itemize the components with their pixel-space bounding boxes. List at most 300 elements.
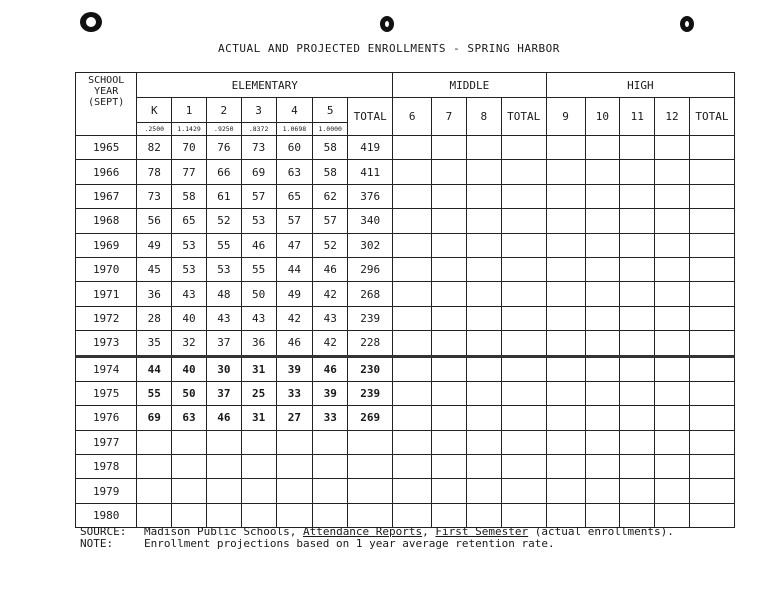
enrollment-cell: 50 (172, 381, 207, 405)
empty-cell (501, 356, 546, 381)
grade-header: 5 (313, 98, 348, 123)
empty-cell (585, 160, 620, 184)
enrollment-cell: 33 (276, 381, 313, 405)
empty-cell (689, 479, 734, 503)
source-first-semester: First Semester (435, 525, 529, 538)
empty-cell (432, 257, 467, 281)
source-mid: , (422, 525, 436, 538)
empty-cell (546, 430, 585, 454)
table-row (76, 331, 735, 356)
elementary-total-cell: 296 (348, 257, 393, 281)
enrollment-cell (206, 455, 241, 479)
empty-cell (689, 381, 734, 405)
retention-rate: .8372 (241, 123, 276, 136)
binder-hole-middle (380, 16, 394, 32)
empty-cell (585, 479, 620, 503)
enrollment-cell: 47 (276, 233, 313, 257)
grade-header: 7 (432, 98, 467, 136)
elementary-total-cell (348, 430, 393, 454)
enrollment-cell (206, 479, 241, 503)
empty-cell (546, 160, 585, 184)
empty-cell (466, 381, 501, 405)
empty-cell (620, 209, 655, 233)
empty-cell (393, 356, 432, 381)
empty-cell (620, 136, 655, 160)
enrollment-cell: 53 (172, 257, 207, 281)
enrollment-cell: 82 (137, 136, 172, 160)
elementary-total-cell: 230 (348, 356, 393, 381)
empty-cell (620, 406, 655, 430)
empty-cell (689, 430, 734, 454)
year-cell: 1972 (76, 306, 137, 330)
high-header: HIGH (546, 73, 734, 98)
empty-cell (393, 184, 432, 208)
table-row (76, 184, 735, 208)
elementary-total-cell: 376 (348, 184, 393, 208)
empty-cell (655, 479, 690, 503)
empty-cell (501, 233, 546, 257)
enrollment-cell: 58 (313, 160, 348, 184)
table-row (76, 282, 735, 306)
empty-cell (620, 184, 655, 208)
enrollment-cell: 45 (137, 257, 172, 281)
enrollment-cell: 36 (241, 331, 276, 356)
source-pre: Madison Public Schools, (144, 525, 303, 538)
enrollment-cell: 35 (137, 331, 172, 356)
empty-cell (546, 282, 585, 306)
elementary-total-header: TOTAL (348, 98, 393, 136)
table-row (76, 160, 735, 184)
empty-cell (501, 282, 546, 306)
enrollment-cell: 57 (313, 209, 348, 233)
enrollment-cell: 48 (206, 282, 241, 306)
empty-cell (620, 282, 655, 306)
empty-cell (620, 356, 655, 381)
empty-cell (501, 331, 546, 356)
empty-cell (393, 479, 432, 503)
empty-cell (655, 282, 690, 306)
empty-cell (432, 455, 467, 479)
enrollment-cell: 53 (241, 209, 276, 233)
empty-cell (393, 406, 432, 430)
empty-cell (585, 455, 620, 479)
enrollment-cell: 66 (206, 160, 241, 184)
empty-cell (655, 233, 690, 257)
enrollment-cell: 62 (313, 184, 348, 208)
enrollment-cell: 55 (206, 233, 241, 257)
empty-cell (620, 306, 655, 330)
empty-cell (393, 209, 432, 233)
empty-cell (432, 160, 467, 184)
enrollment-cell: 46 (313, 356, 348, 381)
enrollment-cell (172, 455, 207, 479)
enrollment-cell (276, 430, 313, 454)
empty-cell (501, 479, 546, 503)
empty-cell (393, 160, 432, 184)
enrollment-cell: 63 (276, 160, 313, 184)
empty-cell (689, 503, 734, 527)
enrollment-cell: 42 (276, 306, 313, 330)
high-total-header: TOTAL (689, 98, 734, 136)
source-label: SOURCE: (80, 525, 127, 538)
year-cell: 1966 (76, 160, 137, 184)
enrollment-cell: 43 (313, 306, 348, 330)
enrollment-cell: 25 (241, 381, 276, 405)
empty-cell (689, 282, 734, 306)
empty-cell (393, 136, 432, 160)
enrollment-body (76, 136, 735, 528)
empty-cell (585, 136, 620, 160)
table-row (76, 356, 735, 381)
empty-cell (466, 455, 501, 479)
empty-cell (620, 331, 655, 356)
empty-cell (466, 160, 501, 184)
empty-cell (546, 479, 585, 503)
empty-cell (585, 430, 620, 454)
school-year-line3: (SEPT) (88, 97, 125, 108)
enrollment-cell: 28 (137, 306, 172, 330)
empty-cell (393, 233, 432, 257)
empty-cell (466, 430, 501, 454)
school-year-line2: YEAR (94, 86, 119, 97)
empty-cell (585, 356, 620, 381)
enrollment-cell: 43 (241, 306, 276, 330)
empty-cell (432, 209, 467, 233)
enrollment-cell: 57 (241, 184, 276, 208)
enrollment-cell: 46 (206, 406, 241, 430)
empty-cell (432, 282, 467, 306)
elementary-total-cell: 340 (348, 209, 393, 233)
enrollment-cell: 73 (241, 136, 276, 160)
footer-notes (80, 526, 674, 550)
grade-header: 9 (546, 98, 585, 136)
empty-cell (546, 136, 585, 160)
enrollment-cell (313, 455, 348, 479)
empty-cell (393, 331, 432, 356)
grade-header: 8 (466, 98, 501, 136)
empty-cell (501, 406, 546, 430)
enrollment-cell: 69 (241, 160, 276, 184)
empty-cell (466, 331, 501, 356)
enrollment-cell: 43 (172, 282, 207, 306)
empty-cell (466, 406, 501, 430)
enrollment-cell: 46 (313, 257, 348, 281)
enrollment-cell: 30 (206, 356, 241, 381)
elementary-total-cell (348, 455, 393, 479)
grade-header: 2 (206, 98, 241, 123)
empty-cell (689, 209, 734, 233)
enrollment-cell: 56 (137, 209, 172, 233)
empty-cell (655, 406, 690, 430)
empty-cell (546, 455, 585, 479)
year-cell: 1976 (76, 406, 137, 430)
enrollment-cell (137, 430, 172, 454)
year-cell: 1975 (76, 381, 137, 405)
enrollment-cell (241, 479, 276, 503)
retention-rate: .2500 (137, 123, 172, 136)
enrollment-cell: 39 (276, 356, 313, 381)
empty-cell (466, 136, 501, 160)
empty-cell (393, 430, 432, 454)
elementary-header: ELEMENTARY (137, 73, 393, 98)
enrollment-cell (137, 455, 172, 479)
empty-cell (501, 209, 546, 233)
empty-cell (689, 160, 734, 184)
empty-cell (585, 381, 620, 405)
retention-rate: 1.0698 (276, 123, 313, 136)
enrollment-cell: 55 (137, 381, 172, 405)
year-cell: 1970 (76, 257, 137, 281)
enrollment-cell: 60 (276, 136, 313, 160)
empty-cell (501, 381, 546, 405)
empty-cell (432, 406, 467, 430)
retention-rate: .9250 (206, 123, 241, 136)
empty-cell (501, 306, 546, 330)
empty-cell (689, 356, 734, 381)
enrollment-cell: 27 (276, 406, 313, 430)
enrollment-cell: 76 (206, 136, 241, 160)
elementary-total-cell: 239 (348, 381, 393, 405)
grade-header: 11 (620, 98, 655, 136)
empty-cell (655, 306, 690, 330)
grade-header: 1 (172, 98, 207, 123)
empty-cell (546, 257, 585, 281)
empty-cell (466, 479, 501, 503)
table-row (76, 479, 735, 503)
grade-header: K (137, 98, 172, 123)
empty-cell (655, 331, 690, 356)
enrollment-table (75, 72, 735, 528)
year-cell: 1967 (76, 184, 137, 208)
empty-cell (432, 430, 467, 454)
year-cell: 1965 (76, 136, 137, 160)
empty-cell (501, 430, 546, 454)
empty-cell (620, 257, 655, 281)
empty-cell (393, 381, 432, 405)
empty-cell (655, 455, 690, 479)
empty-cell (466, 282, 501, 306)
enrollment-cell: 31 (241, 406, 276, 430)
table-row (76, 306, 735, 330)
source-attendance-reports: Attendance Reports (302, 525, 423, 538)
empty-cell (689, 331, 734, 356)
note-label: NOTE: (80, 537, 114, 550)
empty-cell (432, 381, 467, 405)
empty-cell (689, 136, 734, 160)
empty-cell (432, 479, 467, 503)
year-cell: 1977 (76, 430, 137, 454)
year-cell: 1969 (76, 233, 137, 257)
empty-cell (393, 455, 432, 479)
enrollment-cell: 33 (313, 406, 348, 430)
enrollment-cell: 69 (137, 406, 172, 430)
elementary-total-cell (348, 479, 393, 503)
elementary-total-cell: 419 (348, 136, 393, 160)
grade-header: 10 (585, 98, 620, 136)
empty-cell (620, 233, 655, 257)
enrollment-cell (313, 430, 348, 454)
empty-cell (432, 184, 467, 208)
empty-cell (393, 306, 432, 330)
empty-cell (501, 160, 546, 184)
table-row (76, 233, 735, 257)
enrollment-cell: 61 (206, 184, 241, 208)
empty-cell (620, 430, 655, 454)
empty-cell (585, 184, 620, 208)
enrollment-cell (313, 479, 348, 503)
empty-cell (546, 356, 585, 381)
note-line (80, 538, 674, 550)
grade-header: 3 (241, 98, 276, 123)
enrollment-cell: 43 (206, 306, 241, 330)
enrollment-cell: 53 (172, 233, 207, 257)
enrollment-cell: 31 (241, 356, 276, 381)
enrollment-cell: 52 (313, 233, 348, 257)
enrollment-cell: 44 (276, 257, 313, 281)
binder-hole-left (80, 12, 102, 32)
enrollment-cell: 49 (137, 233, 172, 257)
grade-header-row (76, 98, 735, 123)
empty-cell (585, 257, 620, 281)
middle-total-header: TOTAL (501, 98, 546, 136)
empty-cell (466, 257, 501, 281)
binder-hole-right (680, 16, 694, 32)
enrollment-cell: 50 (241, 282, 276, 306)
empty-cell (466, 209, 501, 233)
empty-cell (620, 455, 655, 479)
enrollment-cell: 78 (137, 160, 172, 184)
enrollment-cell: 40 (172, 306, 207, 330)
school-year-header (76, 73, 137, 136)
enrollment-cell: 58 (313, 136, 348, 160)
empty-cell (655, 184, 690, 208)
empty-cell (546, 184, 585, 208)
empty-cell (466, 184, 501, 208)
enrollment-cell: 39 (313, 381, 348, 405)
enrollment-cell: 58 (172, 184, 207, 208)
empty-cell (546, 331, 585, 356)
empty-cell (689, 455, 734, 479)
empty-cell (655, 381, 690, 405)
table-row (76, 381, 735, 405)
empty-cell (501, 257, 546, 281)
enrollment-cell (241, 455, 276, 479)
empty-cell (393, 257, 432, 281)
empty-cell (432, 356, 467, 381)
enrollment-cell (241, 430, 276, 454)
enrollment-cell: 42 (313, 282, 348, 306)
enrollment-cell (172, 479, 207, 503)
empty-cell (655, 356, 690, 381)
empty-cell (432, 233, 467, 257)
empty-cell (655, 160, 690, 184)
enrollment-cell: 46 (276, 331, 313, 356)
empty-cell (585, 331, 620, 356)
enrollment-cell: 37 (206, 381, 241, 405)
empty-cell (585, 306, 620, 330)
enrollment-cell: 36 (137, 282, 172, 306)
empty-cell (585, 233, 620, 257)
empty-cell (546, 233, 585, 257)
empty-cell (585, 209, 620, 233)
enrollment-cell (137, 479, 172, 503)
enrollment-cell: 53 (206, 257, 241, 281)
grade-header: 6 (393, 98, 432, 136)
year-cell: 1973 (76, 331, 137, 356)
enrollment-cell (206, 430, 241, 454)
elementary-total-cell: 228 (348, 331, 393, 356)
empty-cell (466, 356, 501, 381)
empty-cell (620, 479, 655, 503)
empty-cell (466, 233, 501, 257)
enrollment-cell: 40 (172, 356, 207, 381)
enrollment-cell: 63 (172, 406, 207, 430)
enrollment-cell: 49 (276, 282, 313, 306)
empty-cell (432, 306, 467, 330)
elementary-total-cell: 411 (348, 160, 393, 184)
empty-cell (546, 306, 585, 330)
empty-cell (689, 306, 734, 330)
empty-cell (689, 406, 734, 430)
year-cell: 1979 (76, 479, 137, 503)
enrollment-cell: 55 (241, 257, 276, 281)
enrollment-cell: 57 (276, 209, 313, 233)
enrollment-cell (276, 455, 313, 479)
empty-cell (466, 306, 501, 330)
enrollment-cell: 77 (172, 160, 207, 184)
enrollment-cell: 70 (172, 136, 207, 160)
middle-header: MIDDLE (393, 73, 546, 98)
enrollment-cell: 42 (313, 331, 348, 356)
empty-cell (689, 184, 734, 208)
empty-cell (655, 209, 690, 233)
enrollment-cell: 65 (172, 209, 207, 233)
elementary-total-cell: 268 (348, 282, 393, 306)
table-row (76, 430, 735, 454)
enrollment-table-wrap (75, 72, 735, 528)
empty-cell (393, 282, 432, 306)
empty-cell (655, 257, 690, 281)
year-cell: 1968 (76, 209, 137, 233)
enrollment-cell: 52 (206, 209, 241, 233)
enrollment-cell: 32 (172, 331, 207, 356)
enrollment-cell: 46 (241, 233, 276, 257)
year-cell: 1974 (76, 356, 137, 381)
enrollment-cell: 73 (137, 184, 172, 208)
enrollment-cell: 44 (137, 356, 172, 381)
year-cell: 1980 (76, 503, 137, 527)
empty-cell (620, 160, 655, 184)
enrollment-cell (172, 430, 207, 454)
empty-cell (546, 209, 585, 233)
elementary-total-cell: 302 (348, 233, 393, 257)
page-title: ACTUAL AND PROJECTED ENROLLMENTS - SPRING HARBOR (218, 42, 560, 55)
empty-cell (546, 381, 585, 405)
empty-cell (620, 381, 655, 405)
empty-cell (689, 233, 734, 257)
group-header-row (76, 73, 735, 98)
empty-cell (655, 430, 690, 454)
retention-rate: 1.1429 (172, 123, 207, 136)
enrollment-cell: 37 (206, 331, 241, 356)
table-row (76, 209, 735, 233)
elementary-total-cell: 269 (348, 406, 393, 430)
retention-rate: 1.0000 (313, 123, 348, 136)
empty-cell (689, 257, 734, 281)
empty-cell (585, 406, 620, 430)
school-year-line1: SCHOOL (88, 75, 125, 86)
grade-header: 12 (655, 98, 690, 136)
